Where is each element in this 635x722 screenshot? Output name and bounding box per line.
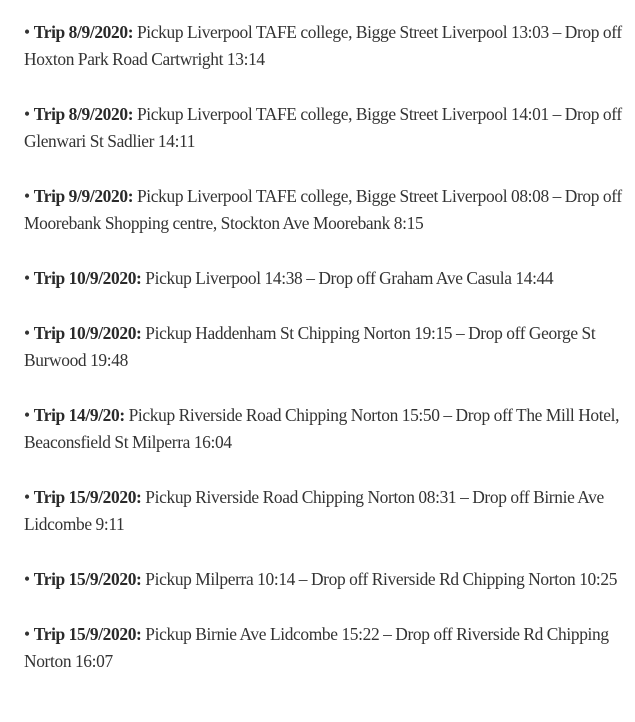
bullet-icon: • [24, 323, 30, 343]
trip-entry [24, 402, 635, 456]
trip-details: Pickup Liverpool TAFE college, Bigge Street Liverpool 14:01 – Drop off Glenwari St Sadlier 14:11 [24, 104, 622, 151]
trip-entry [24, 265, 635, 292]
bullet-icon: • [24, 624, 30, 644]
trip-details: Pickup Milperra 10:14 – Drop off Riverside Rd Chipping Norton 10:25 [141, 569, 618, 589]
trip-entry [24, 621, 635, 675]
bullet-icon: • [24, 487, 30, 507]
bullet-icon: • [24, 22, 30, 42]
trip-label: Trip 10/9/2020: [33, 268, 142, 288]
bullet-icon: • [24, 186, 30, 206]
trip-entry [24, 101, 635, 155]
trip-entry [24, 19, 635, 73]
trip-label: Trip 9/9/2020: [33, 186, 134, 206]
trip-label: Trip 15/9/2020: [33, 569, 142, 589]
trip-label: Trip 15/9/2020: [33, 487, 142, 507]
bullet-icon: • [24, 268, 30, 288]
trip-entry [24, 320, 635, 374]
trip-entry [24, 566, 635, 593]
trip-label: Trip 8/9/2020: [33, 22, 134, 42]
trip-details: Pickup Riverside Road Chipping Norton 15:50 – Drop off The Mill Hotel, Beaconsfield St Milperra 16:04 [24, 405, 620, 452]
trip-details: Pickup Riverside Road Chipping Norton 08:31 – Drop off Birnie Ave Lidcombe 9:11 [24, 487, 604, 534]
trip-entry [24, 183, 635, 237]
trip-details: Pickup Liverpool TAFE college, Bigge Street Liverpool 08:08 – Drop off Moorebank Shopping centre, Stockton Ave Moorebank 8:15 [24, 186, 622, 233]
trip-list [24, 19, 635, 703]
trip-details: Pickup Birnie Ave Lidcombe 15:22 – Drop off Riverside Rd Chipping Norton 16:07 [24, 624, 609, 671]
trip-label: Trip 15/9/2020: [33, 624, 142, 644]
bullet-icon: • [24, 405, 30, 425]
trip-label: Trip 8/9/2020: [33, 104, 134, 124]
trip-details: Pickup Haddenham St Chipping Norton 19:15 – Drop off George St Burwood 19:48 [24, 323, 596, 370]
trip-details: Pickup Liverpool TAFE college, Bigge Street Liverpool 13:03 – Drop off Hoxton Park Road Cartwright 13:14 [24, 22, 622, 69]
bullet-icon: • [24, 104, 30, 124]
bullet-icon: • [24, 569, 30, 589]
trip-entry [24, 484, 635, 538]
trip-label: Trip 14/9/20: [33, 405, 125, 425]
trip-label: Trip 10/9/2020: [33, 323, 142, 343]
trip-details: Pickup Liverpool 14:38 – Drop off Graham Ave Casula 14:44 [141, 268, 554, 288]
